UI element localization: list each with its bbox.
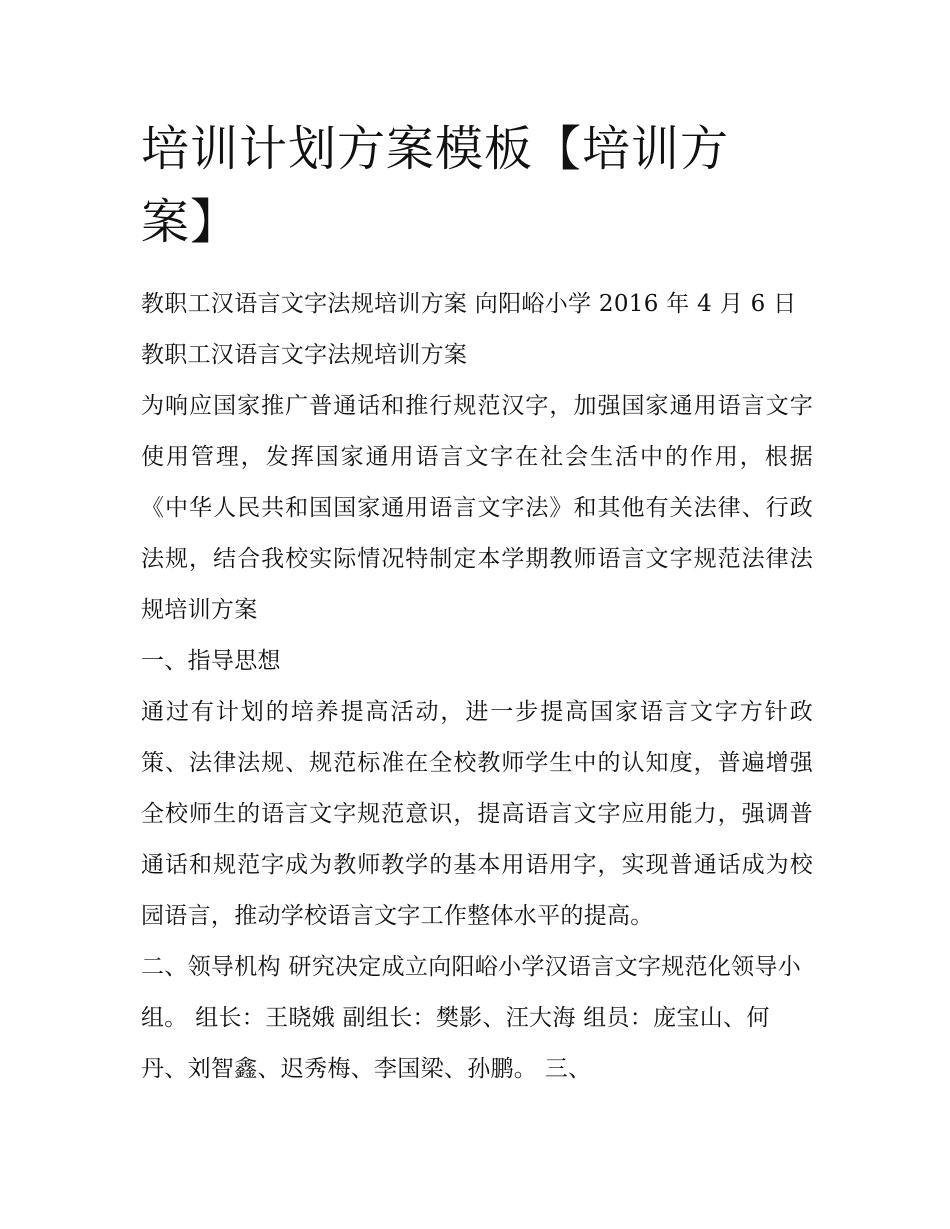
document-title: 培训计划方案模板【培训方案】 (141, 121, 730, 250)
leadership-paragraph: 二、领导机构 研究决定成立向阳峪小学汉语言文字规范化领导小组。 组长：王晓娥 副组长：樊影、汪大海 组员：庞宝山、何丹、刘智鑫、迟秀梅、李国梁、孙鹏。 三、 (141, 954, 802, 1082)
document-header-line: 教职工汉语言文字法规培训方案 向阳峪小学 2016 年 4 月 6 日 (141, 291, 797, 317)
guiding-thought-paragraph: 通过有计划的培养提高活动，进一步提高国家语言文字方针政策、法律法规、规范标准在全校教师学生中的认知度，普遍增强全校师生的语言文字规范意识，提高语言文字应用能力，强调普通话和规范字成为教师教学的基本用语用字，实现普通话成为校园语言，推动学校语言文字工作整体水平的提高。 (141, 699, 813, 929)
intro-paragraph: 为响应国家推广普通话和推行规范汉字，加强国家通用语言文字使用管理，发挥国家通用语言文字在社会生活中的作用，根据《中华人民共和国国家通用语言文字法》和其他有关法律、行政法规，结合我校实际情况特制定本学期教师语言文字规范法律法规培训方案 (141, 393, 813, 623)
document-content (141, 113, 821, 1095)
section-heading-guiding-thought: 一、指导思想 (141, 648, 281, 674)
document-subtitle: 教职工汉语言文字法规培训方案 (141, 342, 468, 368)
